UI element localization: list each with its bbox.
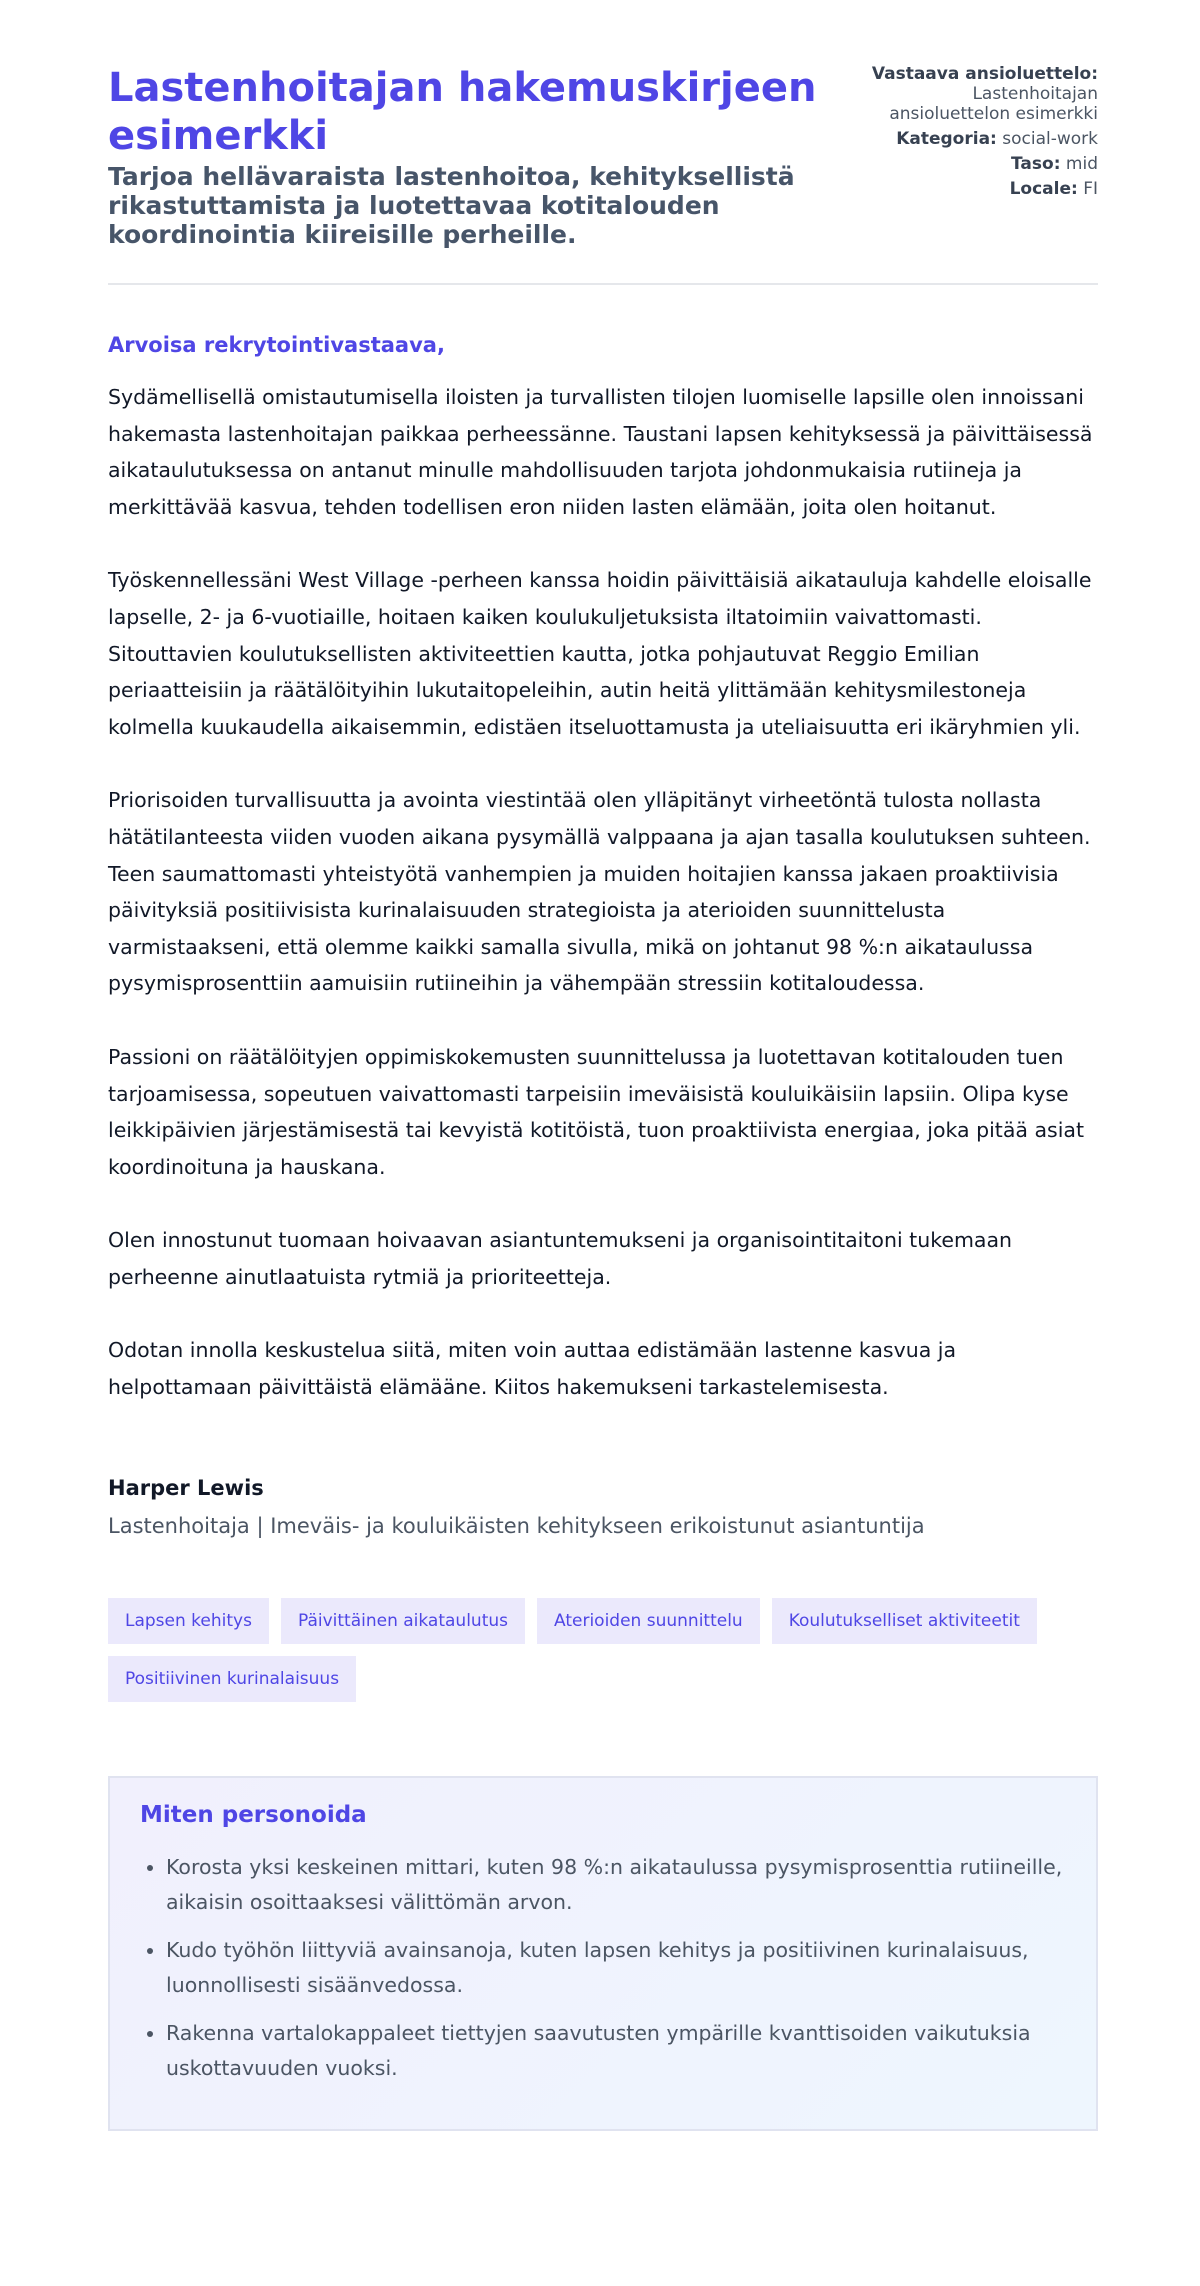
tips-list bbox=[140, 1850, 1066, 2086]
title-block bbox=[108, 64, 828, 249]
meta-locale-value: FI bbox=[1083, 179, 1098, 199]
signature-name: Harper Lewis bbox=[108, 1475, 264, 1500]
signature-role: Lastenhoitaja | Imeväis- ja kouluikäisten kehitykseen erikoistunut asiantuntija bbox=[108, 1513, 925, 1538]
letter-paragraph: Priorisoiden turvallisuutta ja avointa viestintää olen ylläpitänyt virheetöntä tulosta nollasta hätätilanteesta viiden vuoden aikana pysymällä valppaana ja ajan tasalla koulutuksen suhteen. Teen saumattomasti yhteistyötä vanhempien ja muiden hoitajien kanssa jakaen proaktiivisia päivityksiä positiivisista kurinalaisuuden strategioista ja aterioiden suunnittelusta varmistaakseni, että olemme kaikki samalla sivulla, mikä on johtanut 98 %:n aikataulussa pysymisprosenttiin aamuisiin rutiineihin ja vähempään stressiin kotitaloudessa. bbox=[108, 788, 1091, 996]
tips-title: Miten personoida bbox=[140, 1801, 367, 1828]
meta-resume-label: Vastaava ansioluettelo: bbox=[871, 64, 1098, 84]
meta-locale-label: Locale: bbox=[1009, 179, 1078, 199]
skill-tag: Päivittäinen aikataulutus bbox=[281, 1598, 525, 1644]
meta-resume bbox=[858, 64, 1098, 124]
meta-info bbox=[858, 64, 1098, 204]
letter-paragraph: Sydämellisellä omistautumisella iloisten ja turvallisten tilojen luomiselle lapsille olen innoissani hakemasta lastenhoitajan paikkaa perheessänne. Taustani lapsen kehityksessä ja päivittäisessä aikataulutuksessa on antanut minulle mahdollisuuden tarjota johdonmukaisia rutiineja ja merkittävää kasvua, tehden todellisen eron niiden lasten elämään, joita olen hoitanut. bbox=[108, 385, 1093, 519]
skill-tag: Lapsen kehitys bbox=[108, 1598, 269, 1644]
skill-tag: Koulutukselliset aktiviteetit bbox=[772, 1598, 1037, 1644]
meta-resume-value[interactable]: Lastenhoitajan ansioluettelon esimerkki bbox=[889, 84, 1098, 124]
meta-category-label: Kategoria: bbox=[896, 129, 997, 149]
letter-paragraph: Olen innostunut tuomaan hoivaavan asiantuntemukseni ja organisointitaitoni tukemaan perheenne ainutlaatuista rytmiä ja prioriteetteja. bbox=[108, 1228, 1013, 1289]
skill-tag: Aterioiden suunnittelu bbox=[537, 1598, 760, 1644]
page-subtitle: Tarjoa hellävaraista lastenhoitoa, kehityksellistä rikastuttamista ja luotettavaa kotitalouden koordinointia kiireisille perheille. bbox=[108, 162, 795, 249]
meta-category-value: social-work bbox=[1002, 129, 1098, 149]
tip-item: • Korosta yksi keskeinen mittari, kuten 98 %:n aikataulussa pysymisprosenttia rutiineille, aikaisin osoittaaksesi välittömän arvon. bbox=[166, 1850, 1066, 1920]
skill-tags bbox=[108, 1598, 1098, 1702]
letter-greeting: Arvoisa rekrytointivastaava, bbox=[108, 333, 445, 357]
letter-paragraph: Passioni on räätälöityjen oppimiskokemusten suunnittelussa ja luotettavan kotitalouden tuen tarjoamisessa, sopeutuen vaivattomasti tarpeisiin imeväisistä kouluikäisiin lapsiin. Olipa kyse leikkipäivien järjestämisestä tai kevyistä kotitöistä, tuon proaktiivista energiaa, joka pitää asiat koordinoituna ja hauskana. bbox=[108, 1044, 1085, 1179]
personalization-tips bbox=[108, 1776, 1098, 2131]
meta-level-value: mid bbox=[1065, 154, 1098, 174]
meta-locale bbox=[858, 179, 1098, 199]
meta-category bbox=[858, 129, 1098, 149]
page-title: Lastenhoitajan hakemuskirjeen esimerkki bbox=[108, 65, 817, 159]
tip-item: • Kudo työhön liittyviä avainsanoja, kuten lapsen kehitys ja positiivinen kurinalaisuus, luonnollisesti sisäänvedossa. bbox=[166, 1933, 1066, 2003]
meta-level bbox=[858, 154, 1098, 174]
page-header bbox=[108, 64, 1098, 285]
skill-tag: Positiivinen kurinalaisuus bbox=[108, 1656, 356, 1702]
letter-paragraph: Odotan innolla keskustelua siitä, miten voin auttaa edistämään lastenne kasvua ja helpottamaan päivittäistä elämääne. Kiitos hakemukseni tarkastelemisesta. bbox=[108, 1338, 957, 1400]
letter-paragraph: Työskennellessäni West Village -perheen kanssa hoidin päivittäisiä aikatauluja kahdelle eloisalle lapselle, 2- ja 6-vuotiaille, hoitaen kaiken koulukuljetuksista iltatoimiin vaivattomasti. Sitouttavien koulutuksellisten aktiviteettien kautta, jotka pohjautuvat Reggio Emilian periaatteisiin ja räätälöityihin lukutaitopeleihin, autin heitä ylittämään kehitysmilestoneja kolmella kuukaudella aikaisemmin, edistäen itseluottamusta ja uteliaisuutta eri ikäryhmien yli. bbox=[108, 568, 1092, 739]
meta-level-label: Taso: bbox=[1011, 154, 1061, 174]
tip-item: • Rakenna vartalokappaleet tiettyjen saavutusten ympärille kvanttisoiden vaikutuksia uskottavuuden vuoksi. bbox=[166, 2016, 1066, 2086]
cover-letter-page bbox=[108, 64, 1098, 2131]
